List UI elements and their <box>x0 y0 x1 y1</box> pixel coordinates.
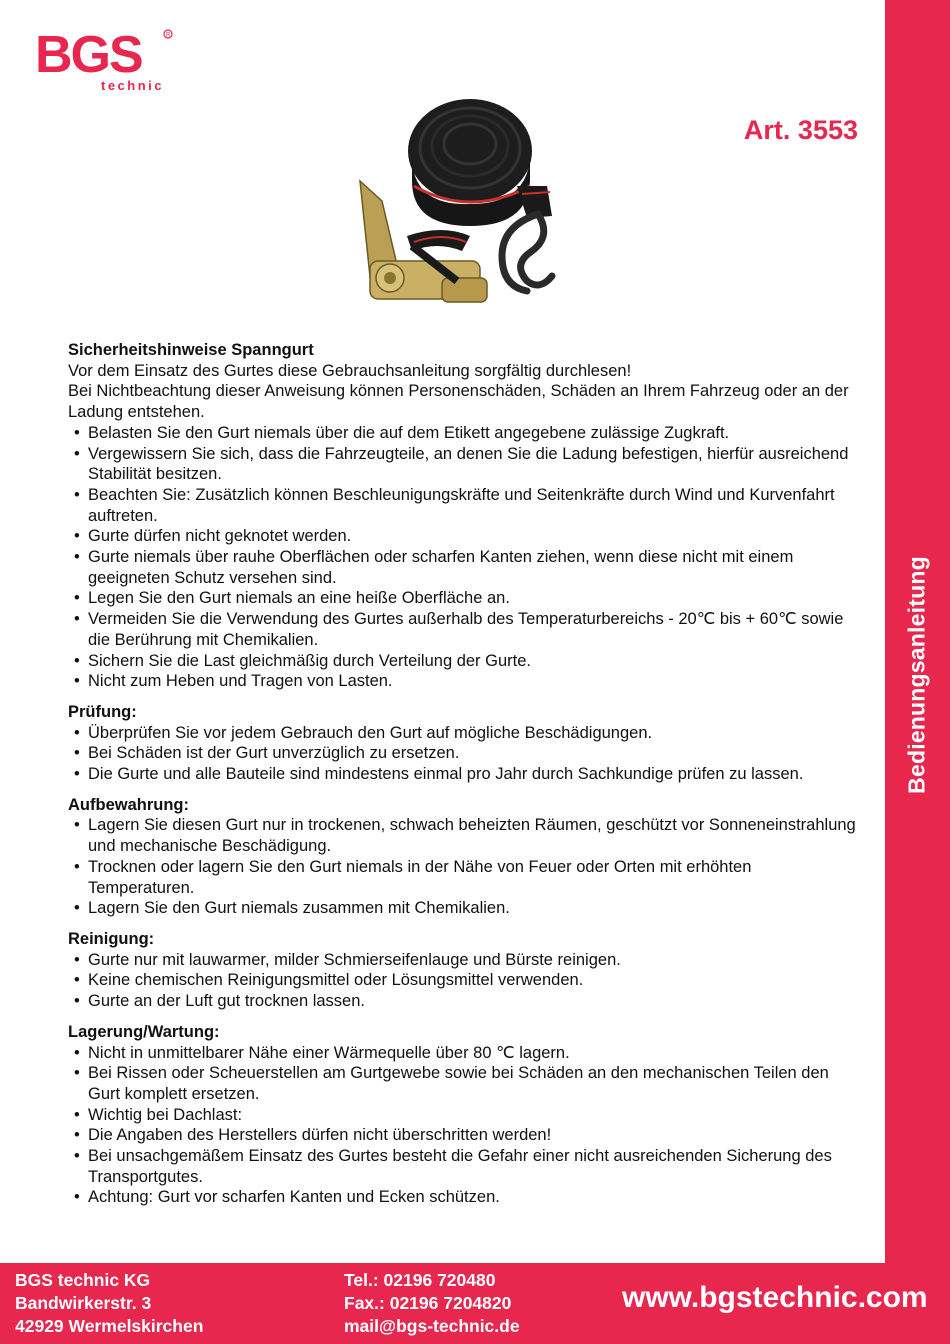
list-item: • Vermeiden Sie die Verwendung des Gurtes außerhalb des Temperaturbereichs - 20℃ bis + 60℃ sowie die Berührung mit Chemikalien. <box>68 609 858 650</box>
intro-line: Vor dem Einsatz des Gurtes diese Gebrauchsanleitung sorgfältig durchlesen! <box>68 361 632 380</box>
list-item: • Keine chemischen Reinigungsmittel oder Lösungsmittel verwenden. <box>68 970 858 991</box>
phone: Tel.: 02196 720480 <box>344 1270 496 1290</box>
list-item: • Gurte an der Luft gut trocknen lassen. <box>68 991 858 1012</box>
safety-title: Sicherheitshinweise Spanngurt <box>68 341 314 359</box>
section-pruefung <box>68 702 858 785</box>
footer-address <box>15 1269 203 1338</box>
intro-line: Bei Nichtbeachtung dieser Anweisung können Personenschäden, Schäden an Ihrem Fahrzeug oder an der Ladung entstehen. <box>68 382 849 422</box>
list-item: • Die Gurte und alle Bauteile sind mindestens einmal pro Jahr durch Sachkundige prüfen zu lassen. <box>68 764 858 785</box>
instructions-content <box>68 340 858 1208</box>
list-item: • Beachten Sie: Zusätzlich können Beschleunigungskräfte und Seitenkräfte durch Wind und Kurvenfahrt auftreten. <box>68 485 858 526</box>
section-title: Reinigung: <box>68 929 155 948</box>
list-item: • Nicht in unmittelbarer Nähe einer Wärmequelle über 80 ℃ lagern. <box>68 1043 858 1064</box>
street: Bandwirkerstr. 3 <box>15 1293 152 1313</box>
section-title: Lagerung/Wartung: <box>68 1022 220 1041</box>
list-item: • Nicht zum Heben und Tragen von Lasten. <box>68 671 858 692</box>
footer <box>0 1263 950 1344</box>
email-link[interactable]: mail@bgs-technic.de <box>344 1316 520 1336</box>
list-item: • Lagern Sie diesen Gurt nur in trockenen, schwach beheizten Räumen, geschützt vor Sonneneinstrahlung und mechanische Beschädigung. <box>68 815 858 856</box>
list-item: • Gurte dürfen nicht geknotet werden. <box>68 526 858 547</box>
footer-contact <box>344 1269 520 1338</box>
webbing-coil-icon <box>408 99 552 226</box>
list-item: • Gurte niemals über rauhe Oberflächen oder scharfen Kanten ziehen, wenn diese nicht mit einem geeigneten Schutz versehen sind. <box>68 547 858 588</box>
section-reinigung <box>68 929 858 1012</box>
city: 42929 Wermelskirchen <box>15 1316 204 1336</box>
list-item: • Lagern Sie den Gurt niemals zusammen mit Chemikalien. <box>68 898 858 919</box>
list-item: • Sichern Sie die Last gleichmäßig durch Verteilung der Gurte. <box>68 651 858 672</box>
s-hook-icon <box>502 214 552 291</box>
side-label: Bedienungsanleitung <box>903 556 930 794</box>
list-item: • Wichtig bei Dachlast: <box>68 1105 858 1126</box>
article-number: Art. 3553 <box>743 115 858 145</box>
logo-letters: BGS <box>35 26 142 84</box>
bgs-logo-mark <box>35 22 185 97</box>
list-item: • Achtung: Gurt vor scharfen Kanten und Ecken schützen. <box>68 1187 858 1208</box>
section-title: Aufbewahrung: <box>68 795 189 814</box>
section-title: Prüfung: <box>68 702 137 721</box>
list-item: • Trocknen oder lagern Sie den Gurt niemals in der Nähe von Feuer oder Orten mit erhöhten Temperaturen. <box>68 857 858 898</box>
list-item: • Bei Rissen oder Scheuerstellen am Gurtgewebe sowie bei Schäden an den mechanischen Teilen den Gurt komplett ersetzen. <box>68 1063 858 1104</box>
list-item: • Bei unsachgemäßem Einsatz des Gurtes besteht die Gefahr einer nicht ausreichenden Sicherung des Transportgutes. <box>68 1146 858 1187</box>
svg-text:R: R <box>166 32 171 39</box>
safety-list <box>68 423 858 692</box>
logo-subtitle: technic <box>101 78 165 93</box>
section-lagerung-wartung <box>68 1022 858 1208</box>
list-item: • Überprüfen Sie vor jedem Gebrauch den Gurt auf mögliche Beschädigungen. <box>68 723 858 744</box>
company-name: BGS technic KG <box>15 1270 151 1290</box>
list-item: • Vergewissern Sie sich, dass die Fahrzeugteile, an denen Sie die Ladung befestigen, hierfür ausreichend Stabilität besitzen. <box>68 444 858 485</box>
section-aufbewahrung <box>68 795 858 919</box>
website-link[interactable]: www.bgstechnic.com <box>622 1281 928 1314</box>
list-item: • Die Angaben des Herstellers dürfen nicht überschritten werden! <box>68 1125 858 1146</box>
fax: Fax.: 02196 7204820 <box>344 1293 512 1313</box>
list-item: • Belasten Sie den Gurt niemals über die auf dem Etikett angegebene zulässige Zugkraft. <box>68 423 858 444</box>
product-image-ratchet-strap <box>352 86 592 341</box>
bgs-logo <box>35 22 185 102</box>
list-item: • Gurte nur mit lauwarmer, milder Schmierseifenlauge und Bürste reinigen. <box>68 950 858 971</box>
list-item: • Bei Schäden ist der Gurt unverzüglich zu ersetzen. <box>68 743 858 764</box>
list-item: • Legen Sie den Gurt niemals an eine heiße Oberfläche an. <box>68 588 858 609</box>
